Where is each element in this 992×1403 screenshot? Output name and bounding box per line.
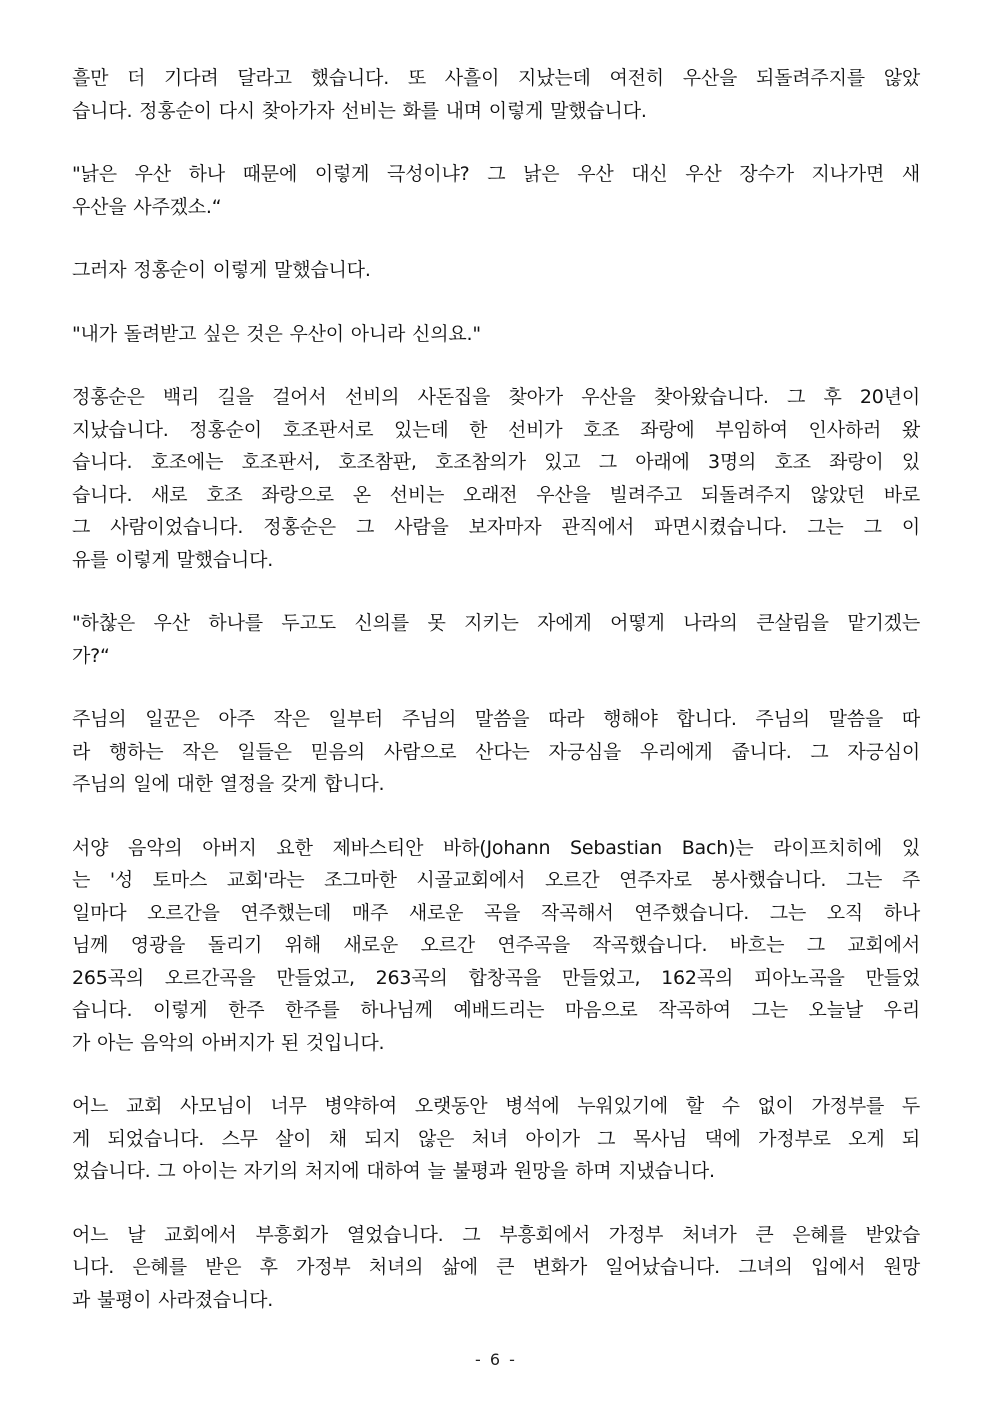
paragraph xyxy=(72,381,920,576)
text-line: 습니다. 새로 호조 좌랑으로 온 선비는 오래전 우산을 빌려주고 되돌려주지 않았던 바로 xyxy=(72,483,920,506)
document-body xyxy=(72,62,920,1347)
paragraph xyxy=(72,318,920,351)
text-line: 라 행하는 작은 일들은 믿음의 사람으로 산다는 자긍심을 우리에게 줍니다. 그 자긍심이 xyxy=(72,740,920,763)
text-line: 니다. 은혜를 받은 후 가정부 처녀의 삶에 큰 변화가 일어났습니다. 그녀의 입에서 원망 xyxy=(72,1256,920,1278)
paragraph xyxy=(72,62,920,127)
text-line: 지났습니다. 정홍순이 호조판서로 있는데 한 선비가 호조 좌랑에 부임하여 인사하러 왔 xyxy=(72,418,920,441)
text-line: 일마다 오르간을 연주했는데 매주 새로운 곡을 작곡해서 연주했습니다. 그는 오직 하나 xyxy=(72,901,920,924)
paragraph xyxy=(72,158,920,223)
paragraph xyxy=(72,832,920,1060)
text-line: "내가 돌려받고 싶은 것은 우산이 아니라 신의요." xyxy=(72,322,481,345)
text-line: 그러자 정홍순이 이렇게 말했습니다. xyxy=(72,259,371,281)
text-line: 습니다. 정홍순이 다시 찾아가자 선비는 화를 내며 이렇게 말했습니다. xyxy=(72,99,647,122)
paragraph xyxy=(72,1090,920,1188)
paragraph xyxy=(72,607,920,672)
text-line: "하찮은 우산 하나를 두고도 신의를 못 지키는 자에게 어떻게 나라의 큰살림을 맡기겠는 xyxy=(72,612,920,634)
text-line: 었습니다. 그 아이는 자기의 처지에 대하여 늘 불평과 원망을 하며 지냈습니다. xyxy=(72,1160,715,1182)
text-line: 주님의 일꾼은 아주 작은 일부터 주님의 말씀을 따라 행해야 합니다. 주님의 말씀을 따 xyxy=(72,708,920,730)
paragraph xyxy=(72,254,920,287)
paragraph xyxy=(72,703,920,801)
text-line: 습니다. 이렇게 한주 한주를 하나님께 예배드리는 마음으로 작곡하여 그는 오늘날 우리 xyxy=(72,999,920,1021)
text-line: 정홍순은 백리 길을 걸어서 선비의 사돈집을 찾아가 우산을 찾아왔습니다. 그 후 20년이 xyxy=(72,386,920,408)
text-line: 주님의 일에 대한 열정을 갖게 합니다. xyxy=(72,773,385,795)
page-number: - 6 - xyxy=(475,1350,517,1369)
text-line: 우산을 사주겠소.“ xyxy=(72,195,222,218)
text-line: 과 불평이 사라졌습니다. xyxy=(72,1288,274,1311)
text-line: 습니다. 호조에는 호조판서, 호조참판, 호조참의가 있고 그 아래에 3명의 호조 좌랑이 있 xyxy=(72,451,920,473)
text-line: 어느 날 교회에서 부흥회가 열었습니다. 그 부흥회에서 가정부 처녀가 큰 은혜를 받았습 xyxy=(72,1223,920,1246)
text-line: 님께 영광을 돌리기 위해 새로운 오르간 연주곡을 작곡했습니다. 바흐는 그 교회에서 xyxy=(72,934,920,956)
text-line: 게 되었습니다. 스무 살이 채 되지 않은 처녀 아이가 그 목사님 댁에 가정부로 오게 되 xyxy=(72,1127,920,1150)
text-line: 그 사람이었습니다. 정홍순은 그 사람을 보자마자 관직에서 파면시켰습니다. 그는 그 이 xyxy=(72,516,920,538)
text-line: 유를 이렇게 말했습니다. xyxy=(72,548,274,571)
text-line: 265곡의 오르간곡을 만들었고, 263곡의 합창곡을 만들었고, 162곡의 피아노곡을 만들었 xyxy=(72,966,920,989)
text-line: 가?“ xyxy=(72,644,110,667)
text-line: 어느 교회 사모님이 너무 병약하여 오랫동안 병석에 누워있기에 할 수 없이 가정부를 두 xyxy=(72,1095,920,1117)
paragraph xyxy=(72,1219,920,1317)
text-line: 서양 음악의 아버지 요한 제바스티안 바하(Johann Sebastian Bach)는 라이프치히에 있 xyxy=(72,836,920,859)
text-line: "낡은 우산 하나 때문에 이렇게 극성이냐? 그 낡은 우산 대신 우산 장수가 지나가면 새 xyxy=(72,163,920,185)
text-line: 흘만 더 기다려 달라고 했습니다. 또 사흘이 지났는데 여전히 우산을 되돌려주지를 않았 xyxy=(72,67,920,89)
text-line: 가 아는 음악의 아버지가 된 것입니다. xyxy=(72,1031,385,1054)
text-line: 는 '성 토마스 교회'라는 조그마한 시골교회에서 오르간 연주자로 봉사했습니다. 그는 주 xyxy=(72,869,920,891)
